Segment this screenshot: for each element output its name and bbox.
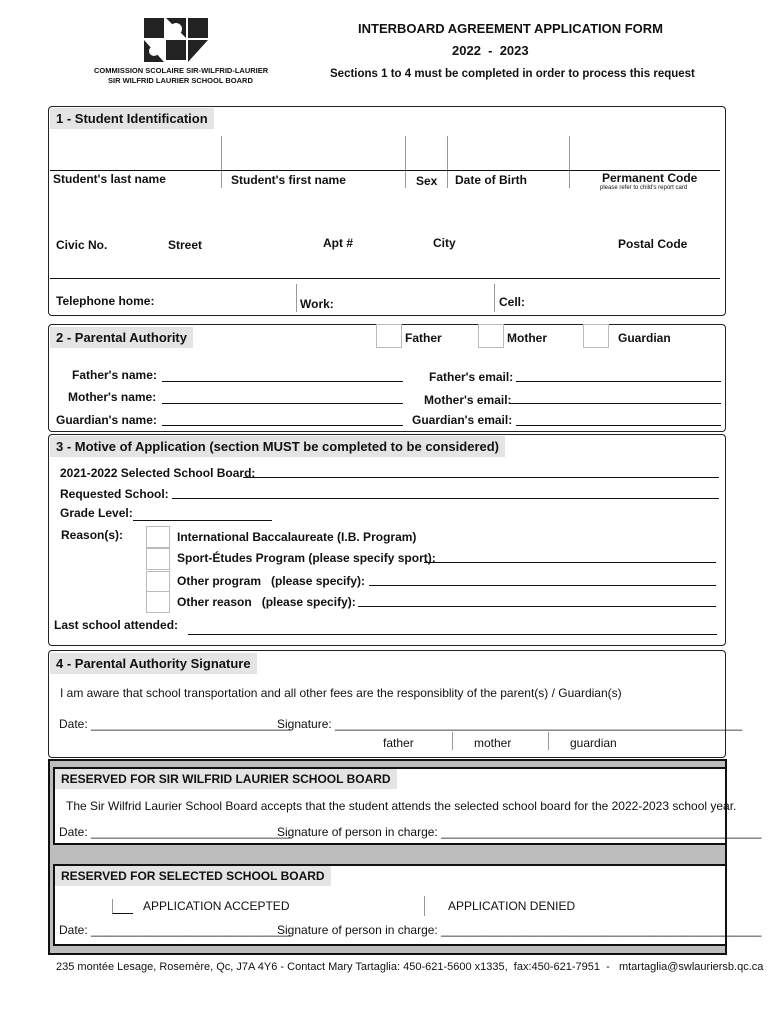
other-reason-checkbox[interactable]	[146, 591, 170, 613]
selected-board-label: 2021-2022 Selected School Board:	[60, 466, 256, 480]
divider	[494, 284, 495, 312]
sport-checkbox[interactable]	[146, 548, 170, 570]
org-name-fr: COMMISSION SCOLAIRE SIR-WILFRID-LAURIER	[94, 66, 269, 75]
form-year: 2022 - 2023	[452, 43, 529, 58]
application-denied-label: APPLICATION DENIED	[448, 899, 576, 913]
section-4-title: 4 - Parental Authority Signature	[50, 653, 257, 674]
footer-contact: 235 montée Lesage, Rosemère, Qc, J7A 4Y6 - Contact Mary Tartaglia: 450-621-5600 x1335, fax:450-621-7951 - mtartaglia@swlauriersb.qc.ca	[56, 961, 764, 973]
reserved-selected-signature-field[interactable]: Signature of person in charge: ________________________________________________	[277, 923, 762, 937]
form-instruction: Sections 1 to 4 must be completed in order to process this request	[330, 68, 695, 80]
city-label: City	[433, 236, 456, 250]
guardian-email-field[interactable]	[516, 425, 721, 426]
selected-board-field[interactable]	[243, 477, 719, 478]
mother-name-field[interactable]	[162, 403, 403, 404]
divider	[569, 136, 570, 188]
fees-statement: I am aware that school transportation and all other fees are the responsiblity of the parent(s) / Guardian(s)	[60, 686, 622, 700]
reserved-selected-date-field[interactable]: Date: ______________________________	[59, 923, 292, 937]
last-school-field[interactable]	[188, 634, 717, 635]
reasons-label: Reason(s):	[61, 528, 124, 542]
address-field[interactable]	[50, 278, 720, 279]
other-program-label: Other program (please specify):	[177, 574, 366, 588]
reserved-swl-date-field[interactable]: Date: ______________________________	[59, 825, 292, 839]
apt-label: Apt #	[323, 236, 353, 250]
guardian-checkbox[interactable]	[583, 324, 609, 348]
guardian-name-field[interactable]	[162, 425, 403, 426]
signer-father-label: father	[383, 736, 414, 750]
street-label: Street	[168, 238, 203, 252]
last-name-label: Student's last name	[53, 172, 166, 186]
father-email-label: Father's email:	[429, 370, 514, 384]
cell-phone-label: Cell:	[499, 295, 526, 309]
signer-mother-label: mother	[474, 736, 512, 750]
dob-label: Date of Birth	[455, 173, 527, 187]
grade-level-label: Grade Level:	[60, 506, 133, 520]
org-name-en: SIR WILFRID LAURIER SCHOOL BOARD	[108, 76, 253, 85]
first-name-label: Student's first name	[231, 173, 346, 187]
accepted-checkbox[interactable]	[112, 899, 133, 914]
ib-checkbox[interactable]	[146, 526, 170, 548]
requested-school-label: Requested School:	[60, 487, 169, 501]
telephone-home-label: Telephone home:	[56, 294, 155, 308]
grade-level-field[interactable]	[133, 520, 272, 521]
father-option-label: Father	[405, 331, 442, 345]
other-program-field[interactable]	[369, 585, 716, 586]
mother-option-label: Mother	[507, 331, 547, 345]
section-2-title: 2 - Parental Authority	[50, 327, 193, 348]
reserved-swl-title: RESERVED FOR SIR WILFRID LAURIER SCHOOL BOARD	[55, 769, 397, 789]
permanent-code-note: please refer to child's report card	[600, 185, 688, 191]
sport-option-label: Sport-Études Program (please specify sport):	[177, 551, 436, 565]
other-reason-field[interactable]	[358, 606, 716, 607]
section-3-title: 3 - Motive of Application (section MUST be completed to be considered)	[50, 436, 505, 457]
permanent-code-label: Permanent Code	[602, 171, 698, 185]
signer-guardian-label: guardian	[570, 736, 617, 750]
mother-checkbox[interactable]	[478, 324, 504, 348]
reserved-swl-signature-field[interactable]: Signature of person in charge: ________________________________________________	[277, 825, 762, 839]
ib-option-label: International Baccalaureate (I.B. Program)	[177, 530, 417, 544]
school-board-logo	[144, 18, 210, 62]
postal-code-label: Postal Code	[618, 237, 688, 251]
civic-no-label: Civic No.	[56, 238, 108, 252]
sport-field[interactable]	[424, 562, 716, 563]
divider	[452, 732, 453, 750]
last-school-label: Last school attended:	[54, 618, 179, 632]
application-accepted-label: APPLICATION ACCEPTED	[143, 899, 290, 913]
father-name-label: Father's name:	[72, 368, 157, 382]
other-reason-label: Other reason (please specify):	[177, 595, 356, 609]
requested-school-field[interactable]	[172, 498, 719, 499]
parent-date-field[interactable]: Date: ______________________________	[59, 717, 292, 731]
mother-email-field[interactable]	[510, 403, 721, 404]
section-student-identification	[48, 106, 726, 316]
denied-checkbox[interactable]	[424, 896, 425, 916]
mother-email-label: Mother's email:	[424, 393, 512, 407]
divider	[405, 136, 406, 188]
guardian-email-label: Guardian's email:	[412, 413, 513, 427]
father-name-field[interactable]	[162, 381, 403, 382]
mother-name-label: Mother's name:	[68, 390, 157, 404]
reserved-selected-title: RESERVED FOR SELECTED SCHOOL BOARD	[55, 866, 331, 886]
form-title: INTERBOARD AGREEMENT APPLICATION FORM	[358, 21, 664, 36]
father-email-field[interactable]	[516, 381, 721, 382]
reserved-swl-statement: The Sir Wilfrid Laurier School Board accepts that the student attends the selected school board for the 2022-2023 school year.	[66, 799, 737, 813]
divider	[221, 136, 222, 188]
guardian-option-label: Guardian	[618, 331, 671, 345]
divider	[548, 732, 549, 750]
father-checkbox[interactable]	[376, 324, 402, 348]
divider	[447, 136, 448, 188]
parent-signature-field[interactable]: Signature: _____________________________________________________________	[277, 717, 743, 731]
other-program-checkbox[interactable]	[146, 571, 170, 593]
divider	[296, 284, 297, 312]
work-phone-label: Work:	[300, 297, 334, 311]
guardian-name-label: Guardian's name:	[56, 413, 157, 427]
section-1-title: 1 - Student Identification	[50, 108, 214, 129]
sex-label: Sex	[416, 174, 438, 188]
